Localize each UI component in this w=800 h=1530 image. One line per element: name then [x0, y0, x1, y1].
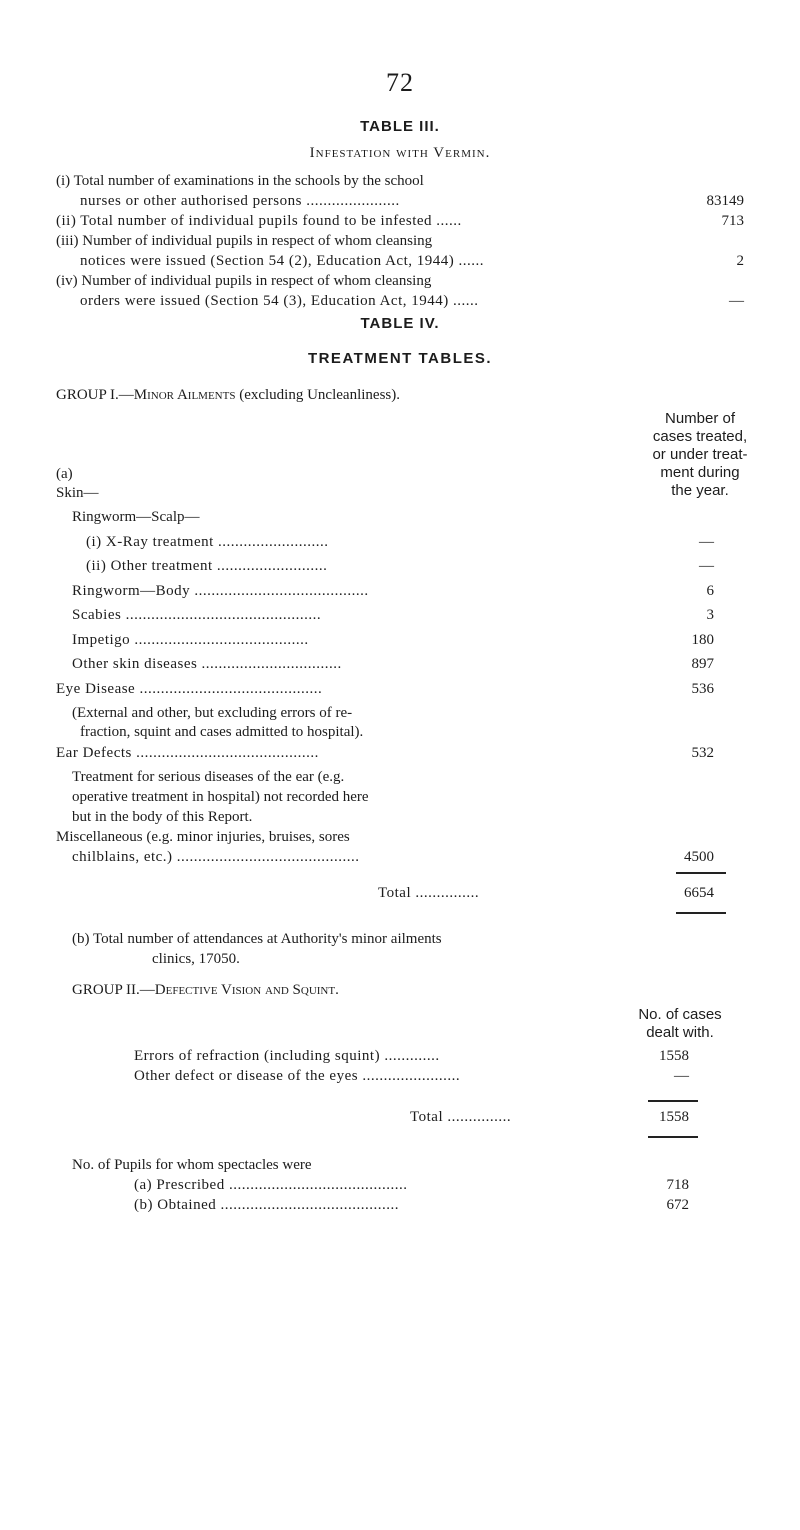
t3-row4-value: —	[729, 293, 744, 309]
g1-ear-note-2: operative treatment in hospital) not recorded here	[72, 789, 369, 805]
g1-row-ear-value: 532	[691, 745, 714, 761]
g1-total-value: 6654	[684, 885, 714, 901]
g1-eye-note-1: (External and other, but excluding errors of re-	[72, 705, 353, 721]
g1-row-scabies-value: 3	[706, 607, 714, 623]
t3-row1-line2: nurses or other authorised persons ......................	[80, 193, 400, 209]
g1-total-rule-bottom	[676, 912, 726, 914]
g1-row-other-skin: Other skin diseases .................................	[72, 656, 342, 672]
group1-label-a: (a)	[56, 466, 73, 482]
g1-row-xray: (i) X-Ray treatment ..........................	[86, 534, 329, 550]
group1-label-ringworm: Ringworm—Scalp—	[72, 509, 200, 525]
g2-row-refraction: Errors of refraction (including squint) .............	[134, 1048, 440, 1064]
g2-obtained: (b) Obtained ..........................................	[134, 1197, 399, 1213]
table-iv-title: TABLE IV.	[360, 315, 440, 332]
colh-line2: cases treated,	[652, 428, 748, 445]
g2-prescribed: (a) Prescribed ..........................................	[134, 1177, 408, 1193]
g1-row-other-skin-value: 897	[691, 656, 714, 672]
t3-row1-line1: (i) Total number of examinations in the schools by the school	[56, 173, 424, 189]
group1-heading-caps: Minor Ailments	[133, 387, 236, 403]
g1-row-other: (ii) Other treatment ..........................	[86, 558, 328, 574]
g2-prescribed-value: 718	[666, 1177, 689, 1193]
group2-heading-caps: Defective Vision and Squint.	[154, 982, 339, 998]
colh-line4: ment during	[660, 464, 740, 481]
t3-row4-line2: orders were issued (Section 54 (3), Education Act, 1944) ......	[80, 293, 479, 309]
t3-row3-line2: notices were issued (Section 54 (2), Education Act, 1944) ......	[80, 253, 484, 269]
g1-row-ringworm-body-value: 6	[706, 583, 714, 599]
g1-row-eye-value: 536	[691, 681, 714, 697]
g1-row-other-value: —	[699, 558, 714, 574]
g1-ear-note-3: but in the body of this Report.	[72, 809, 253, 825]
group2-column-header	[580, 1006, 780, 1042]
g1-row-scabies: Scabies ..............................................	[72, 607, 322, 623]
g2-row-other-defect: Other defect or disease of the eyes .......................	[134, 1068, 461, 1084]
g1-total-label: Total ...............	[378, 885, 480, 901]
g1-row-ear: Ear Defects ...........................................	[56, 745, 319, 761]
g2-total-value: 1558	[659, 1109, 689, 1125]
g1-misc-line1: Miscellaneous (e.g. minor injuries, bruises, sores	[56, 829, 350, 845]
g2-colh-line2: dealt with.	[646, 1024, 714, 1041]
g1-misc-value: 4500	[684, 849, 714, 865]
g2-colh-line1: No. of cases	[638, 1006, 722, 1023]
t3-row3-value: 2	[736, 253, 744, 269]
group2-heading	[72, 981, 339, 1000]
g1-row-impetigo-value: 180	[691, 632, 714, 648]
g2-obtained-value: 672	[666, 1197, 689, 1213]
g1-misc-line2: chilblains, etc.) ...........................................	[72, 849, 360, 865]
colh-line1: Number of	[664, 410, 736, 427]
table-iii-subtitle: Infestation with Vermin.	[309, 145, 491, 161]
page-number: 72	[386, 68, 414, 97]
g2-row-other-defect-value: —	[674, 1068, 689, 1084]
g1-row-ringworm-body: Ringworm—Body .........................................	[72, 583, 369, 599]
colh-line5: the year.	[671, 482, 729, 499]
group1-heading	[56, 386, 400, 405]
g1-attendances-2: clinics, 17050.	[152, 951, 240, 967]
group1-label-skin: Skin—	[56, 485, 99, 501]
g2-spectacles-heading: No. of Pupils for whom spectacles were	[72, 1157, 312, 1173]
g1-row-xray-value: —	[699, 534, 714, 550]
g2-total-rule-top	[648, 1100, 698, 1102]
table-iv-subtitle: TREATMENT TABLES.	[307, 350, 493, 367]
t3-row3-line1: (iii) Number of individual pupils in respect of whom cleansing	[56, 233, 433, 249]
g2-total-rule-bottom	[648, 1136, 698, 1138]
g1-row-impetigo: Impetigo .........................................	[72, 632, 309, 648]
table-iii-title: TABLE III.	[360, 118, 440, 135]
t3-row4-line1: (iv) Number of individual pupils in respect of whom cleansing	[56, 273, 432, 289]
g2-row-refraction-value: 1558	[659, 1048, 689, 1064]
g1-eye-note-2: fraction, squint and cases admitted to hospital).	[80, 724, 364, 740]
g1-row-eye: Eye Disease ...........................................	[56, 681, 323, 697]
group1-heading-prefix: GROUP I.—	[56, 387, 134, 403]
group1-heading-suffix: (excluding Uncleanliness).	[235, 387, 400, 403]
group1-column-header	[600, 410, 800, 500]
g1-attendances-1: (b) Total number of attendances at Authority's minor ailments	[72, 931, 442, 947]
t3-row2-value: 713	[721, 213, 744, 229]
t3-row1-value: 83149	[706, 193, 744, 209]
group2-heading-prefix: GROUP II.—	[72, 982, 155, 998]
g1-ear-note-1: Treatment for serious diseases of the ear (e.g.	[72, 769, 345, 785]
colh-line3: or under treat-	[652, 446, 748, 463]
t3-row2-line1: (ii) Total number of individual pupils found to be infested ......	[56, 213, 462, 229]
g2-total-label: Total ...............	[410, 1109, 512, 1125]
g1-total-rule-top	[676, 872, 726, 874]
